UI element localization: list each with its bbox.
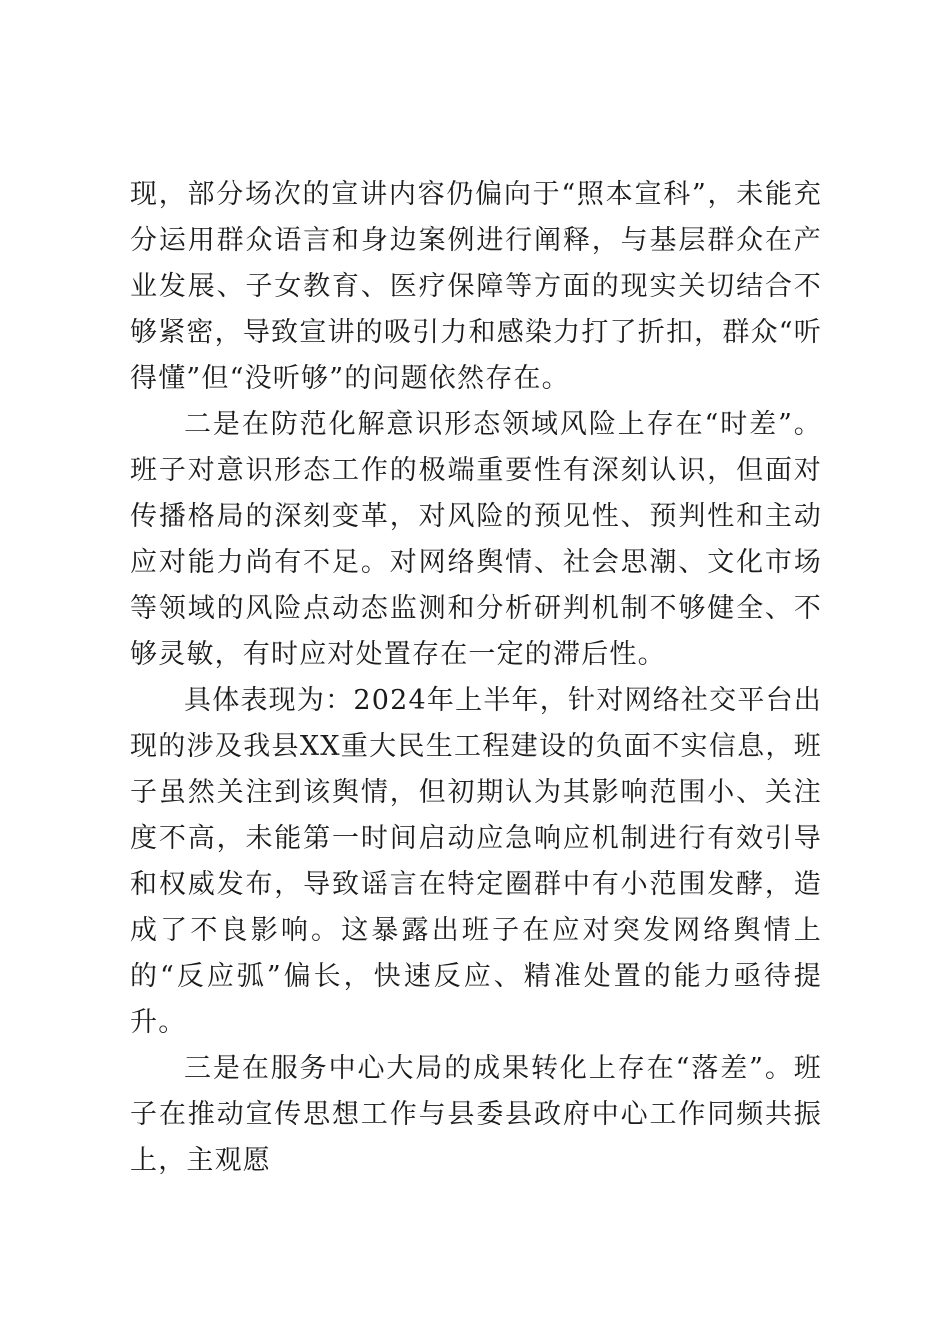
paragraph-continuation: 现，部分场次的宣讲内容仍偏向于“照本宣科”，未能充分运用群众语言和身边案例进行阐释，与基层群众在产业发展、子女教育、医疗保障等方面的现实关切结合不够紧密，导致宣讲的吸引力和感染力打了折扣，群众“听得懂”但“没听够”的问题依然存在。: [130, 179, 822, 394]
paragraph-point-two: 二是在防范化解意识形态领域风险上存在“时差”。班子对意识形态工作的极端重要性有深刻认识，但面对传播格局的深刻变革，对风险的预见性、预判性和主动应对能力尚有不足。对网络舆情、社会思潮、文化市场等领域的风险点动态监测和分析研判机制不够健全、不够灵敏，有时应对处置存在一定的滞后性。: [130, 409, 822, 670]
paragraph-specific-example: 具体表现为：2024年上半年，针对网络社交平台出现的涉及我县XX重大民生工程建设的负面不实信息，班子虽然关注到该舆情，但初期认为其影响范围小、关注度不高，未能第一时间启动应急响应机制进行有效引导和权威发布，导致谣言在特定圈群中有小范围发酵，造成了不良影响。这暴露出班子在应对突发网络舆情上的“反应弧”偏长，快速反应、精准处置的能力亟待提升。: [130, 685, 822, 1038]
paragraph-point-three: 三是在服务中心大局的成果转化上存在“落差”。班子在推动宣传思想工作与县委县政府中心工作同频共振上，主观愿: [130, 1053, 822, 1176]
document-body: [130, 172, 822, 1184]
